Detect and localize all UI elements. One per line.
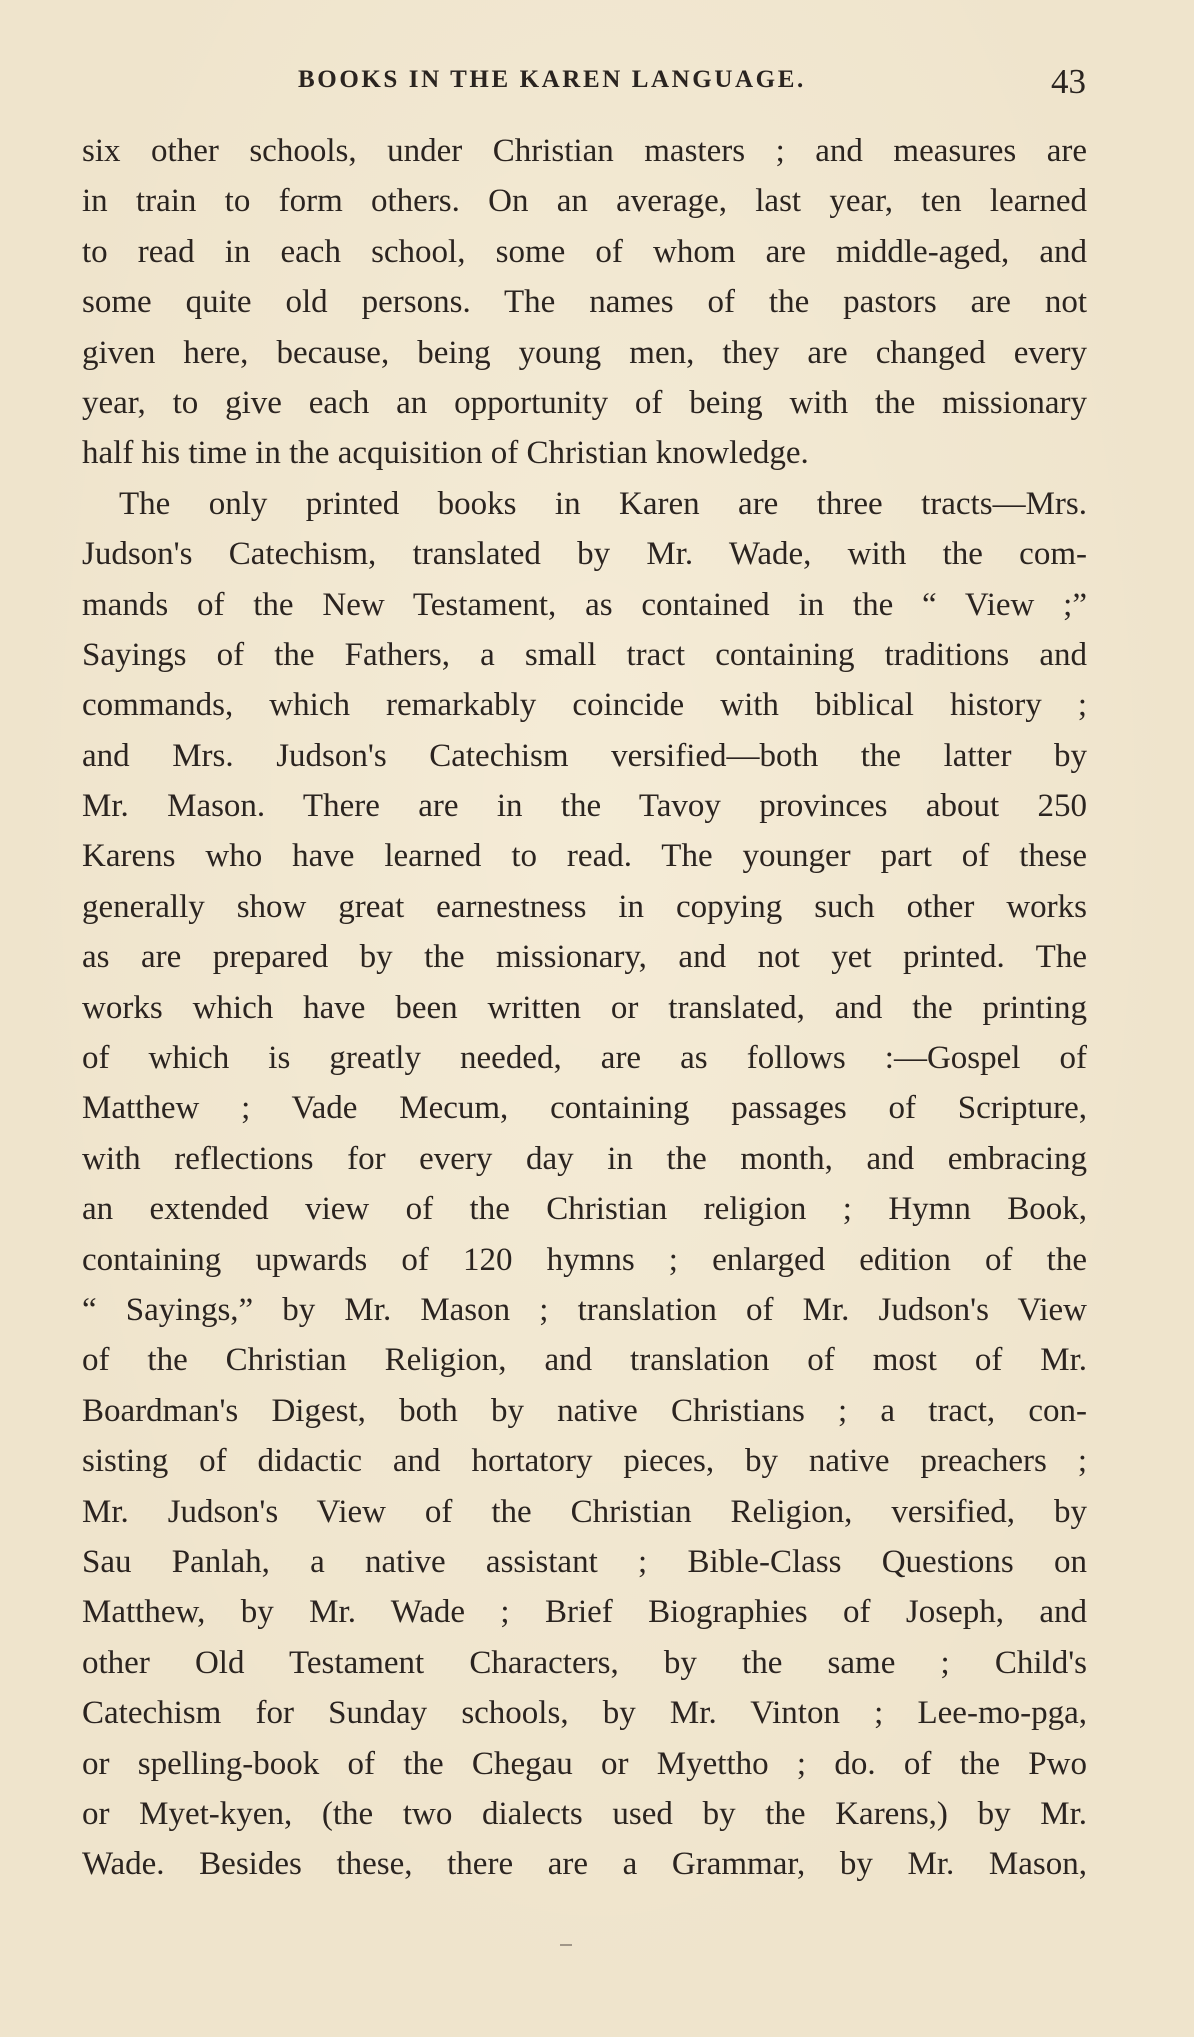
text-line: of the Christian Religion, and translation of most of Mr. (82, 1342, 1087, 1379)
text-line: Sayings of the Fathers, a small tract containing traditions and (82, 636, 1087, 673)
running-head: BOOKS IN THE KAREN LANGUAGE. (298, 66, 806, 93)
text-line: commands, which remarkably coincide with biblical history ; (82, 687, 1087, 724)
text-line: works which have been written or translated, and the printing (82, 989, 1087, 1026)
text-line: Wade. Besides these, there are a Grammar, by Mr. Mason, (82, 1846, 1087, 1883)
text-line: The only printed books in Karen are three tracts—Mrs. (119, 485, 1087, 522)
text-line: Matthew, by Mr. Wade ; Brief Biographies of Joseph, and (82, 1594, 1087, 1631)
text-line: Mr. Judson's View of the Christian Religion, versified, by (82, 1493, 1087, 1530)
text-line: and Mrs. Judson's Catechism versified—both the latter by (82, 737, 1087, 774)
text-line: Matthew ; Vade Mecum, containing passages of Scripture, (82, 1090, 1087, 1127)
text-line: other Old Testament Characters, by the same ; Child's (82, 1644, 1087, 1681)
page-number: 43 (1051, 62, 1086, 101)
text-line: an extended view of the Christian religion ; Hymn Book, (82, 1191, 1087, 1228)
text-line: generally show great earnestness in copying such other works (82, 888, 1087, 925)
text-line: Boardman's Digest, both by native Christians ; a tract, con- (82, 1392, 1087, 1429)
text-line: to read in each school, some of whom are middle-aged, and (82, 233, 1087, 270)
text-line: mands of the New Testament, as contained in the “ View ;” (82, 586, 1087, 623)
text-line: year, to give each an opportunity of being with the missionary (82, 384, 1087, 421)
body-text (82, 126, 1087, 1890)
text-line: of which is greatly needed, are as follows :—Gospel of (82, 1040, 1087, 1077)
text-line: Judson's Catechism, translated by Mr. Wade, with the com- (82, 536, 1087, 573)
text-line: with reflections for every day in the month, and embracing (82, 1140, 1087, 1177)
text-line: as are prepared by the missionary, and not yet printed. The (82, 939, 1087, 976)
text-line: Karens who have learned to read. The younger part of these (82, 838, 1087, 875)
text-line: six other schools, under Christian masters ; and measures are (82, 133, 1087, 169)
text-line: or spelling-book of the Chegau or Myettho ; do. of the Pwo (82, 1745, 1087, 1782)
text-line: “ Sayings,” by Mr. Mason ; translation of Mr. Judson's View (82, 1291, 1087, 1328)
text-line: half his time in the acquisition of Christian knowledge. (82, 435, 809, 472)
footer-mark (560, 1944, 572, 1946)
text-line: in train to form others. On an average, last year, ten learned (82, 183, 1087, 220)
text-line: or Myet-kyen, (the two dialects used by the Karens,) by Mr. (82, 1795, 1087, 1832)
text-line: Sau Panlah, a native assistant ; Bible-Class Questions on (82, 1543, 1087, 1580)
text-line: containing upwards of 120 hymns ; enlarged edition of the (82, 1241, 1087, 1278)
text-line: Catechism for Sunday schools, by Mr. Vinton ; Lee-mo-pga, (82, 1695, 1087, 1732)
text-line: sisting of didactic and hortatory pieces, by native preachers ; (82, 1443, 1087, 1480)
text-line: given here, because, being young men, they are changed every (82, 334, 1087, 371)
text-line: some quite old persons. The names of the pastors are not (82, 284, 1087, 321)
text-line: Mr. Mason. There are in the Tavoy provinces about 250 (82, 788, 1087, 825)
